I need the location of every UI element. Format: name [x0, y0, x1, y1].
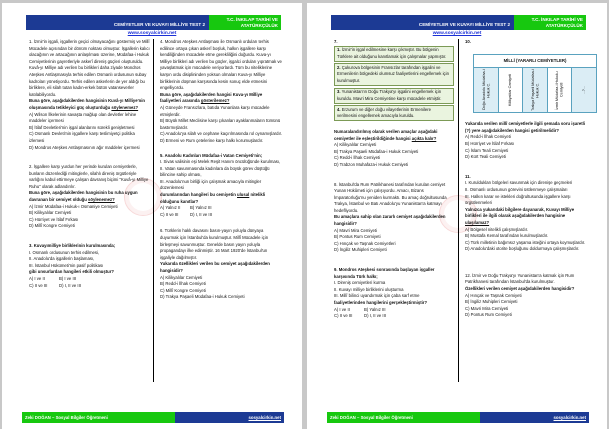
option-a[interactable]: A) Hınçak ve Taşnak Cemiyeti [465, 292, 522, 298]
option-c[interactable]: C) Mavri Mira Cemiyeti [465, 305, 509, 311]
question-1 [29, 39, 151, 151]
question-stem: Yalnızca yukarıdaki bilgilere dayanarak, Kuvayı Milliye birlikleri ile ilgili olarak aşağıdakilerden hangisine ulaşılamaz? [465, 206, 575, 225]
course-badge-line2: ATATÜRKÇÜLÜK [240, 22, 278, 28]
option-d[interactable]: D) Millî Kongre Cemiyeti [29, 223, 75, 229]
course-badge [209, 15, 281, 30]
question-text: 6. Türklerin haklı davasını basın-yayın yoluyla dünyaya duyurmak için İstanbul'da kurulmuştur. Millî Mücadele için birleşmeyi savunmuştur. Genelde basın yayın yoluyla propagandayı ilke edinmiştir. 16 Mart 1920'de İstanbul'un işgaliyle dağılmıştır. [160, 228, 269, 260]
option-a[interactable]: A) Mavri Mira Cemiyeti [334, 227, 377, 233]
question-stem: Buna göre, aşağıdakilerden hangisinin Kuvâ-yı Milliye'nin oluşmasında tetikleyici güç oluşturduğu söylenemez? [29, 98, 146, 110]
option-c[interactable]: C) Osmanlı Devleti'nin işgallere karşı teslimiyetçi politika izlemesi [29, 131, 135, 143]
question-text: 2. İşgallere karşı yurdun her yerinde kurulan cemiyetlerle, bunların düzenlediği mitinglerle, silahlı direniş örgütleriyle varlığını kabul ettirmeye çalışan davranış biçimi "Kuvâ-yı Milliye Ruhu" olarak adlandırılır. [29, 164, 149, 189]
question-10 [465, 39, 587, 161]
question-text: 12. İzmir ve Doğu Trakya'yı Yunanistan'a katmak için Rum Patrikhanesi tarafından İstanbul'da kurulmuştur. [465, 272, 575, 285]
table-row [474, 68, 596, 112]
option-d[interactable]: D) I, II ve III [190, 211, 212, 217]
statement-iii: III. Halkın karar ve istekleri doğrultusunda işgallere karşı örgütlenmeleri [465, 193, 571, 206]
website-link[interactable]: www.sosyalcirkin.net [432, 31, 482, 36]
question-number: 7. [334, 39, 338, 44]
page-footer [327, 412, 589, 423]
purpose-box-3: 3. Yunanistan'ın Doğu Trakya'yı işgalini engellemek için kuruldu. Mavri Mira Cemiyetine karşı mücadele etmiştir. [334, 88, 454, 104]
question-8 [334, 182, 454, 255]
course-badge-line1: T.C. İNKILAP TARİHİ VE [226, 17, 278, 22]
option-b[interactable]: B) Yalnız III [190, 205, 212, 211]
question-12 [465, 273, 587, 319]
option-c[interactable]: C) II ve III [160, 211, 179, 217]
test-title: CEMİYETLER VE KUVAYI MİLLİYE TEST 2 [26, 15, 209, 30]
question-5 [160, 153, 282, 219]
option-a[interactable]: A) Güneyde Fransızlara, batıda Yunanlara karşı mücadele etmişlerdir. [160, 104, 270, 117]
option-a[interactable]: A) I ve II [334, 306, 350, 312]
question-number: 10. [465, 39, 471, 44]
option-b[interactable]: B) Yalnız III [364, 306, 386, 312]
option-c[interactable]: C) Millî Kongre Cemiyeti [160, 287, 206, 293]
option-c[interactable]: C) Anadolu'ya silah ve cephane kaçırılmasında rol oynamışlardır. [160, 131, 282, 137]
course-badge-line1: T.C. İNKILAP TARİHİ VE [531, 17, 583, 22]
national-societies-table [473, 54, 597, 114]
option-a[interactable]: A) Kilikyalılar Cemiyeti [334, 142, 377, 148]
option-d[interactable]: D) Pontus Rum Cemiyeti [465, 312, 512, 318]
option-a[interactable]: A) Kilikyalılar Cemiyeti [160, 274, 203, 280]
footer-site-link[interactable]: sosyalcirkin.net [175, 412, 284, 423]
option-a[interactable]: A) Wilson İlkelerinin savaşta mağlup olan devletler lehine maddeler içermesi [29, 111, 137, 124]
option-b[interactable]: B) I ve III [59, 276, 77, 281]
option-d[interactable]: D) İngiliz Muhipleri Cemiyeti [334, 247, 387, 253]
statement-ii: II. Kuvayı milliye birliklerini oluşturma [334, 286, 404, 292]
question-2 [29, 164, 151, 230]
question-4 [160, 39, 282, 145]
course-badge-line2: ATATÜRKÇÜLÜK [545, 22, 583, 28]
question-stem: Numaralandırılmış olarak verilen amaçlar aşağıdaki cemiyetler ile eşleştirildiğinde hangisi açıkta kalır? [334, 128, 438, 141]
option-b[interactable]: B) Trakya Paşaeli Müdafaa-i Hukuk Cemiyeti [334, 148, 419, 154]
purpose-box-2: 2. Çukurova bölgesinin Fransızlar tarafından işgalini ve Ermenilerin bölgedeki olumsuz faaliyetlerini engellemek için kurulmuştur. [334, 63, 454, 86]
options-grid [29, 276, 151, 289]
question-11 [465, 174, 587, 253]
column-divider [458, 39, 459, 382]
author-name: Zeki DOĞAN – Sosyal Bilgiler Öğretmeni [327, 412, 480, 423]
column-right [160, 39, 282, 305]
table-cell-unknown: ...?... [582, 86, 587, 95]
option-d[interactable]: D) I, II ve III [59, 282, 81, 288]
option-a[interactable]: A) İzmir Müdafaa-i Hukuk-ı Osmaniye Cemiyeti [29, 203, 118, 209]
question-stem: Özellikleri verilen cemiyet aşağıdakilerden hangisidir? [465, 286, 575, 292]
question-stem: faaliyetlerinden hangilerini gerçekleştirmiştir? [334, 300, 428, 305]
option-c[interactable]: C) II ve III [29, 282, 48, 288]
question-title: 9. Mondros Ateşkesi sonrasında başlayan işgaller karşısında Türk halkı; [334, 267, 435, 279]
question-number: 11. [465, 173, 471, 179]
option-b[interactable]: B) Redd-i İlhak Cemiyeti [160, 281, 206, 287]
question-stem: Buna göre, aşağıdakilerden hangisinin bu ruha uygun davranan bir cemiyet olduğu söylenemez? [29, 190, 138, 203]
option-c[interactable]: C) İslam Teali Cemiyeti [465, 147, 509, 153]
statement-ii: II. Anadolu'da işgallerin başlaması, [29, 256, 95, 262]
statement-iii: III. Anadolu'nun birliği için çalışmak amacıyla mitingler düzenlemesi [160, 178, 262, 191]
question-title: 3. Kuvayımilliye birliklerinin kurulmasında; [29, 243, 116, 249]
option-a[interactable]: A) Redd-i İlhak Cemiyeti [465, 134, 511, 140]
page-footer [22, 412, 284, 423]
question-stem: Buna göre, aşağıdakilerden hangisi Kuva-yı Milliye faaliyetleri arasında gösterilemez? [160, 91, 263, 104]
option-c[interactable]: C) II ve III [334, 313, 353, 319]
website-link[interactable]: www.sosyalcirkin.net [127, 31, 177, 36]
table-cell: İzmir Müdafaa-i Hukuk-ı Cemiyeti [548, 68, 573, 112]
question-stem: Yukarıda verilen millî cemiyetlerle ilgili şemada soru işaretli (?) yere aşağıdakilerden hangisi getirilmelidir? [465, 121, 586, 133]
statement-ii: II. Osmanlı ordusunun görevini üstlenmeye çalışmaları [465, 186, 568, 192]
statement-iii: III. Millî bilinci uyandırmak için çaba sarf etme [334, 293, 420, 299]
column-divider [153, 39, 154, 382]
option-b[interactable]: B) Büyük Millet Meclisine karşı çıkanları ayaklanmaların tümünü bastırmışlardır. [160, 118, 281, 130]
page-header [331, 15, 586, 30]
column-right [465, 39, 587, 323]
option-d[interactable]: D) Anadolu'daki otorite boşluğunu doldurmaya çalışmışlardır. [465, 246, 580, 252]
statement-iii: III. İstanbul Hükümeti'nin pasif politikası [29, 262, 104, 268]
test-title: CEMİYETLER VE KUVAYI MİLLİYE TEST 2 [331, 15, 514, 30]
question-text: 8. İstanbul'da Rum Patrikhanesi tarafından kurulan cemiyet Yunan Hükûmeti için çalışıyordu. Amacı, Bizans İmparatorluğu'nu yeniden kurmaktı. Bu amaç doğrultusunda Trakya, İstanbul ve Batı Anadolu'yu Yunanistan'a katmayı hedefliyordu. [334, 181, 447, 213]
question-6 [160, 228, 282, 301]
options-grid [160, 205, 282, 218]
statement-i: I. Sivas valisinin eşi Melek Reşit Hanım öncülüğünde kurulması, [160, 159, 281, 165]
footer-site-link[interactable]: sosyalcirkin.net [480, 412, 589, 423]
option-c[interactable]: C) Türk milletinin bağımsız yaşama isteğini ortaya koymuşlardır. [465, 239, 586, 245]
statement-i: I. Direniş cemiyetleri kurma [334, 280, 386, 286]
purpose-box-4: 4. Erzurum ve diğer doğu vilayetlerinin Ermenilere verilmesini engellemek amacıyla kuruldu. [334, 105, 454, 121]
course-badge [514, 15, 586, 30]
option-d[interactable]: D) Ermeni ve Rum çetelerine karşı halkı korumuşlardır. [160, 137, 264, 143]
option-b[interactable]: B) Kilikyalılar Cemiyeti [29, 210, 72, 216]
table-cell: Doğu Anadolu Müdafaa-i Hukuk C. [474, 68, 499, 112]
question-7 [334, 39, 454, 169]
statement-ii: II. Vatan savunmasında kadınlara da büyük görev düştüğü bilincine sahip olması, [160, 165, 270, 178]
option-b[interactable]: B) İtilaf Devletleri'nin işgal alanlarını sürekli genişletmesi [29, 124, 135, 130]
column-left [29, 39, 151, 293]
question-title: 5. Anadolu Kadınları Müdafaa-i Vatan Cemiyeti'nin; [160, 152, 263, 158]
question-text: 1. İzmir'in işgali, işgallerin geçici olmayacağını göstermiş ve Millî Mücadele açısından bir dönüm noktası olmuştur. İşgallerin kalıcı olacağının ve artacağının anlaşılması üzerine, Müdafaa-i Hukuk Cemiyetlerinin gayretleriyle askerî direniş güçleri oluşturuldu. Kuvâ-yı Milliye adı verilen bu birlikleri daha ziyade Mondros Ateşkes Antlaşmasıyla terhis edilen Osmanlı ordusunun subay kadroları yönetiyordu. Terhis edilen askerlerin de yer aldığı bu birliklere, eli silah tutan kadın-erkek bütün vatanseverler katılabiliyordu. [29, 39, 150, 97]
options-grid [334, 307, 454, 320]
option-c[interactable]: C) Redd-i İlhak Cemiyeti [334, 155, 381, 161]
option-d[interactable]: D) Kürt Teali Cemiyeti [465, 154, 507, 160]
column-left [334, 39, 454, 324]
table-title: MİLLİ (YARARLI CEMİYETLER) [474, 55, 596, 69]
option-b[interactable]: B) Mustafa Kemal tarafından kurulmuşlardır. [465, 233, 549, 239]
option-d[interactable]: D) Mondros Ateşkes Antlaşmasının ağır maddeler içermesi [29, 144, 140, 150]
option-a[interactable]: A) Yalnız II [160, 205, 181, 211]
question-9 [334, 267, 454, 320]
option-c[interactable]: C) Hınçak ve Taşnak Cemiyetleri [334, 240, 396, 246]
question-stem: Yukarıda özellikleri verilen bu cemiyet aşağıdakilerden hangisidir? [160, 261, 270, 273]
purpose-box-1: 1. İzmir'in işgal edilmesine karşı çıkmıştır. Bu bölgenin Türklere ait olduğunu kanıtlamak için çalışmalar yapmıştır. [334, 46, 454, 62]
statement-i: I. Osmanlı ordusunun terhis edilmesi, [29, 249, 100, 255]
statement-i: I. Kuruldukları bölgeleri savunmak için direnişe geçmeleri [465, 180, 573, 186]
author-name: Zeki DOĞAN – Sosyal Bilgiler Öğretmeni [22, 412, 175, 423]
option-b[interactable]: B) Pontus Rum Cemiyeti [334, 234, 381, 240]
question-text: 4. Mondros Ateşkes Antlaşması ile Osmanlı orduları terhis edilince ortaya çıkan askerî boşluk, halkın işgallere karşı kendiliğinden mücadele etme gerekliliğini doğurdu. Kuva-yı Milliye birlikleri adı verilen bu güçler, işgalci orduları yıpratmak ve yavaşlatmak için mücadele veriyorlardı. Tüm bu niteliklerine karşın ordu disiplininden yoksun olmaları Kuva-yı Milliye birliklerinin düşman karşısında kesin sonuç elde etmesini engelliyordu. [160, 39, 282, 91]
option-d[interactable]: D) Trabzon Muhafaza-i Hukuk Cemiyeti [334, 161, 409, 167]
option-b[interactable]: B) İngiliz Muhipleri Cemiyeti [465, 299, 518, 305]
option-d[interactable]: D) Trakya Paşaeli Müdafaa-i Hukuk Cemiyeti [160, 294, 245, 300]
question-3 [29, 243, 151, 289]
option-b[interactable]: B) Hürriyet ve İtilaf Fırkası [465, 140, 515, 146]
page-left [2, 3, 302, 429]
page-header [26, 15, 281, 30]
option-c[interactable]: C) Hürriyet ve İtilaf Fırkası [29, 216, 79, 222]
option-a[interactable]: A) Bölgesel nitelikli çalışmışlardır. [465, 226, 529, 232]
question-stem: durumlarından hangileri bu cemiyetin ulusal nitelikli olduğunu kanıtlar? [160, 192, 266, 204]
page-right [307, 3, 607, 429]
question-stem: gibi unsurlardan hangileri etkili olmuştur? [29, 269, 115, 275]
option-d[interactable]: D) I, II ve III [364, 313, 386, 319]
option-a[interactable]: A) I ve II [29, 276, 45, 281]
table-cell: Trakya Paşaeli Müdafaa-i Hukuk C. [523, 68, 548, 112]
question-stem: Bu amaçlara sahip olan zararlı cemiyet aşağıdakilerden hangisidir? [334, 214, 446, 227]
table-cell: Kilikyalılar Cemiyeti [499, 68, 524, 112]
